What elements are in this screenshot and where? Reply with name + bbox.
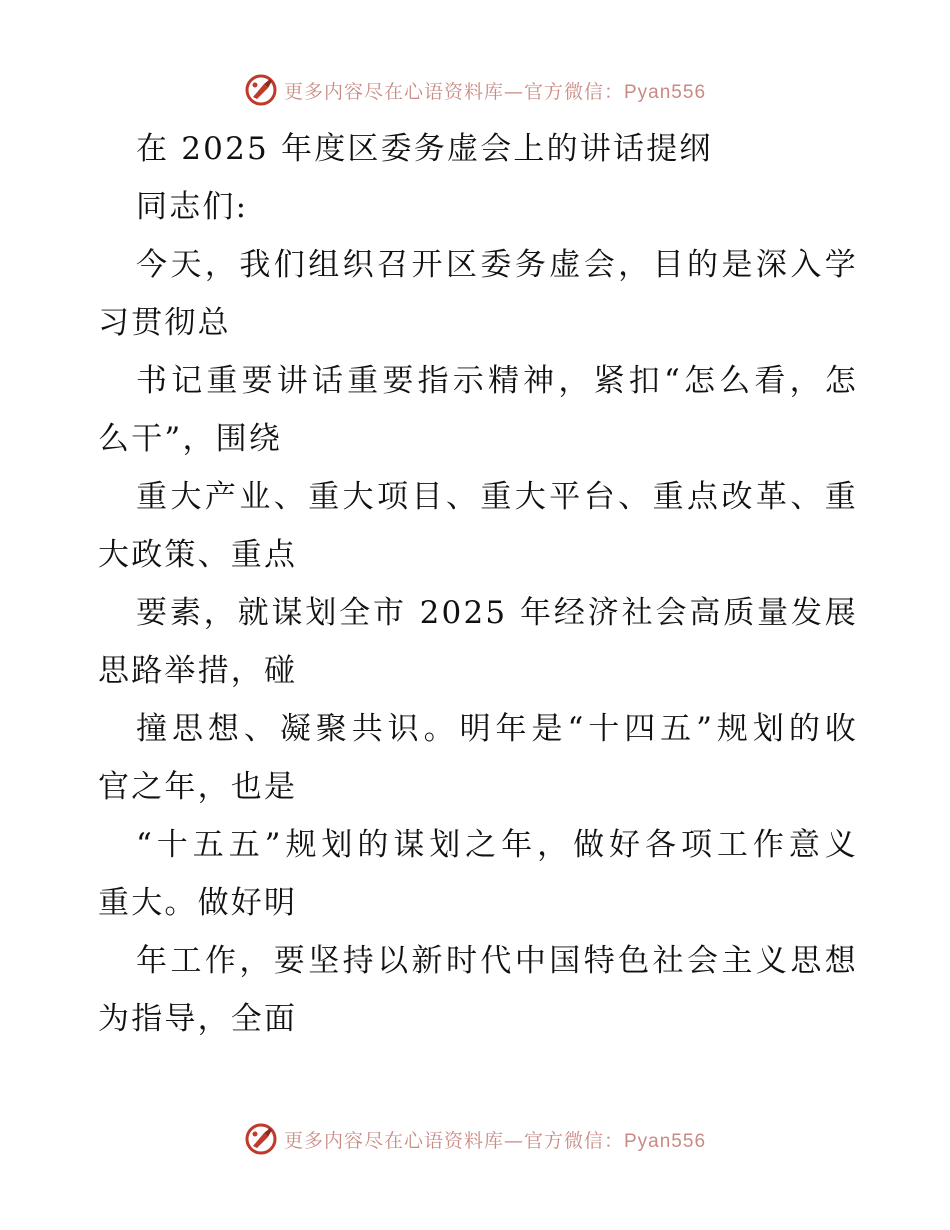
paragraph-line: 今天，我们组织召开区委务虚会，目的是深入学 <box>136 247 858 283</box>
banner-separator: — <box>503 1129 524 1152</box>
paragraph-line: 撞思想、凝聚共识。明年是“十四五”规划的收 <box>136 711 858 747</box>
paragraph-line: 习贯彻总 <box>98 305 231 341</box>
paragraph-line: 书记重要讲话重要指示精神，紧扣“怎么看，怎 <box>136 363 858 399</box>
footer-banner <box>0 1119 950 1159</box>
paragraph-line: 为指导，全面 <box>98 1001 298 1037</box>
paragraph-line: “十五五”规划的谋划之年，做好各项工作意义 <box>136 827 858 863</box>
paragraph-line: 重大。做好明 <box>98 885 298 921</box>
paragraph-line: 大政策、重点 <box>98 537 298 573</box>
paragraph-line: 么干”，围绕 <box>98 421 283 457</box>
document-title: 在 2025 年度区委务虚会上的讲话提纲 <box>136 131 713 167</box>
ink-pen-logo-icon <box>244 1122 278 1156</box>
library-text: 更多内容尽在心语资料库 <box>283 1129 504 1152</box>
wechat-label: 官方微信： <box>523 80 624 103</box>
banner-separator: — <box>503 80 524 103</box>
header-banner <box>0 70 950 110</box>
paragraph-line: 要素，就谋划全市 2025 年经济社会高质量发展 <box>136 595 858 631</box>
wechat-id: Pyan556 <box>624 81 707 103</box>
paragraph-line: 重大产业、重大项目、重大平台、重点改革、重 <box>136 479 858 515</box>
wechat-label: 官方微信： <box>523 1129 624 1152</box>
wechat-id: Pyan556 <box>624 1130 707 1152</box>
paragraph-line: 官之年，也是 <box>98 769 298 805</box>
banner-text <box>284 1126 706 1153</box>
banner-text <box>284 77 706 104</box>
paragraph-line: 年工作，要坚持以新时代中国特色社会主义思想 <box>136 943 858 979</box>
document-body <box>98 120 858 1048</box>
ink-pen-logo-icon <box>244 73 278 107</box>
library-text: 更多内容尽在心语资料库 <box>283 80 504 103</box>
salutation: 同志们: <box>136 189 249 225</box>
paragraph-line: 思路举措，碰 <box>98 653 298 689</box>
